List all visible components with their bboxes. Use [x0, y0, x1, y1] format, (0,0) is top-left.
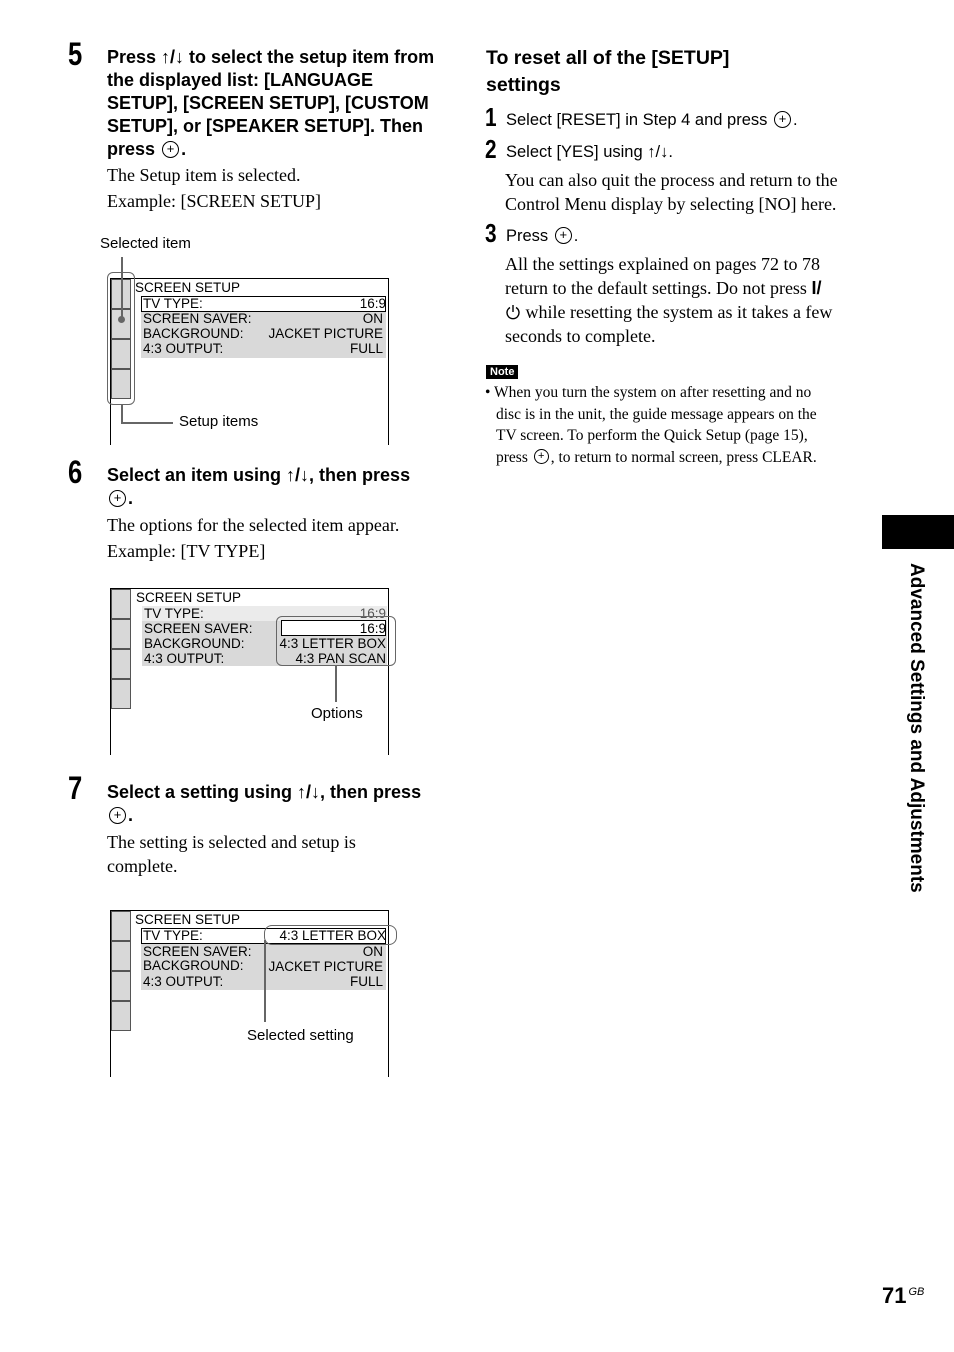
osd-row-value: 4:3 LETTER BOX — [279, 928, 386, 943]
step-5-body-line: Example: [SCREEN SETUP] — [107, 191, 321, 211]
osd-row-label: TV TYPE: — [144, 606, 204, 621]
options-callout — [276, 616, 396, 666]
osd-row-label: BACKGROUND: — [143, 958, 244, 973]
osd-row-label: 4:3 OUTPUT: — [144, 651, 225, 666]
screen-setup-osd-2 — [110, 588, 390, 756]
osd-row-value: 16:9 — [359, 606, 386, 621]
reset-step-3-body — [505, 252, 832, 348]
power-key-label: I/ — [811, 278, 822, 298]
reset-step-3-label: Press — [506, 227, 549, 245]
note-line: • When you turn the system on after resetting and no — [485, 384, 812, 401]
selected-setting-callout — [264, 925, 397, 945]
note-line: press — [496, 448, 528, 466]
setup-items-leader-line — [121, 422, 173, 424]
osd-row-value: JACKET PICTURE — [268, 959, 383, 974]
section-side-tab — [882, 515, 954, 549]
reset-step-1-text: Select [RESET] in Step 4 and press + . — [506, 109, 798, 131]
osd-row-label: BACKGROUND: — [144, 636, 245, 651]
reset-step-2-number: 2 — [485, 134, 497, 164]
note-line: disc is in the unit, the guide message appears on the — [496, 405, 817, 423]
osd-row-label: TV TYPE: — [143, 928, 203, 943]
reset-step-1-number: 1 — [485, 102, 497, 132]
page-number-value: 71 — [882, 1283, 907, 1308]
step-5-heading-line: the displayed list: [LANGUAGE — [107, 70, 374, 90]
step-7-body-line: The setting is selected and setup is — [107, 832, 356, 852]
note-badge: Note — [486, 365, 518, 379]
osd-option-value: 4:3 LETTER BOX — [279, 636, 386, 651]
osd-row-value: 16:9 — [359, 296, 386, 311]
setup-items-leader-line — [121, 405, 123, 423]
step-6-body — [107, 513, 399, 563]
osd-row-label: SCREEN SAVER: — [143, 311, 252, 326]
selected-item-dot — [118, 316, 125, 323]
osd-title: SCREEN SETUP — [135, 280, 241, 295]
reset-body-line: while resetting the system as it takes a few — [525, 302, 833, 322]
reset-step-1-label: Select [RESET] in Step 4 and press — [506, 111, 768, 129]
step-5-number: 5 — [68, 36, 83, 72]
osd-row-value: FULL — [349, 341, 383, 356]
reset-step-3-text: Press + . — [506, 225, 578, 247]
reset-step-2-body — [505, 168, 838, 216]
reset-step-2-text: Select [YES] using ↑/↓. — [506, 143, 673, 161]
selected-setting-leader-line — [264, 940, 266, 1022]
osd-row-label: TV TYPE: — [143, 296, 203, 311]
step-6-heading-line: Select an item using ↑/↓, then press — [107, 465, 411, 485]
osd-row-label: BACKGROUND: — [143, 326, 244, 341]
reset-body-line: You can also quit the process and return to the — [505, 170, 838, 190]
step-7-heading: Select a setting using ↑/↓, then press +. — [107, 781, 421, 827]
step-6-body-line: Example: [TV TYPE] — [107, 541, 266, 561]
page-number — [882, 1283, 924, 1309]
osd-title: SCREEN SETUP — [136, 590, 242, 605]
enter-button-icon — [162, 141, 179, 158]
section-side-label: Advanced Settings and Adjustments — [906, 563, 927, 893]
step-6-body-line: The options for the selected item appear. — [107, 515, 400, 535]
note-line: TV screen. To perform the Quick Setup (page 15), — [496, 427, 808, 444]
step-7-body-line: complete. — [107, 856, 178, 876]
reset-body-line: return to the default settings. Do not press — [505, 278, 807, 298]
page-number-suffix: GB — [908, 1286, 925, 1298]
reset-title-line: settings — [486, 74, 561, 96]
reset-body-line: Control Menu display by selecting [NO] here. — [505, 194, 837, 214]
note-text — [485, 382, 817, 468]
step-5-heading-line: press — [107, 139, 156, 159]
step-7-number: 7 — [68, 770, 83, 806]
enter-button-icon — [534, 449, 549, 464]
enter-button-icon — [109, 490, 126, 507]
note-line: , to return to normal screen, press CLEAR. — [550, 448, 817, 466]
reset-body-line: All the settings explained on pages 72 to 78 — [505, 254, 820, 274]
step-5-heading-line: Press ↑/↓ to select the setup item from — [107, 47, 435, 67]
enter-button-icon — [109, 807, 126, 824]
step-5-heading-line: SETUP], [SCREEN SETUP], [CUSTOM — [107, 93, 429, 113]
step-6-number: 6 — [68, 454, 83, 490]
reset-body-line: seconds to complete. — [505, 326, 656, 346]
selected-item-leader-line — [121, 257, 123, 319]
osd-row-value: ON — [362, 311, 383, 326]
osd-row-value: FULL — [349, 974, 383, 989]
step-5-body — [107, 163, 321, 213]
reset-title-line: To reset all of the [SETUP] — [486, 47, 730, 69]
setup-items-caption: Setup items — [179, 413, 259, 430]
osd-option-value: 4:3 PAN SCAN — [295, 651, 386, 666]
osd-row-label: SCREEN SAVER: — [144, 621, 253, 636]
osd-row-label: SCREEN SAVER: — [143, 944, 252, 959]
osd-row-label: 4:3 OUTPUT: — [143, 974, 224, 989]
reset-section-title — [486, 45, 729, 99]
osd-option-value: 16:9 — [359, 621, 386, 636]
power-icon — [505, 302, 521, 318]
options-leader-line — [335, 666, 337, 702]
enter-button-icon — [774, 111, 791, 128]
step-5-body-line: The Setup item is selected. — [107, 165, 301, 185]
selected-setting-caption: Selected setting — [247, 1027, 354, 1044]
options-caption: Options — [311, 705, 363, 722]
step-5-heading-line: SETUP], or [SPEAKER SETUP]. Then — [107, 116, 424, 136]
osd-row-value: ON — [362, 944, 383, 959]
osd-row-value: JACKET PICTURE — [268, 326, 383, 341]
step-7-heading-line: Select a setting using ↑/↓, then press — [107, 782, 422, 802]
step-5-heading: Press ↑/↓ to select the setup item from the displayed list: [LANGUAGE SETUP], [SCREEN SETUP], [CUSTOM SETUP], or [SPEAKER SETUP]. Then press + . — [107, 46, 434, 161]
osd-title: SCREEN SETUP — [135, 912, 241, 927]
selected-item-caption: Selected item — [100, 235, 191, 252]
reset-step-3-number: 3 — [485, 218, 497, 248]
step-6-heading: Select an item using ↑/↓, then press +. — [107, 464, 410, 510]
step-7-body — [107, 830, 356, 878]
osd-row-label: 4:3 OUTPUT: — [143, 341, 224, 356]
enter-button-icon — [555, 227, 572, 244]
